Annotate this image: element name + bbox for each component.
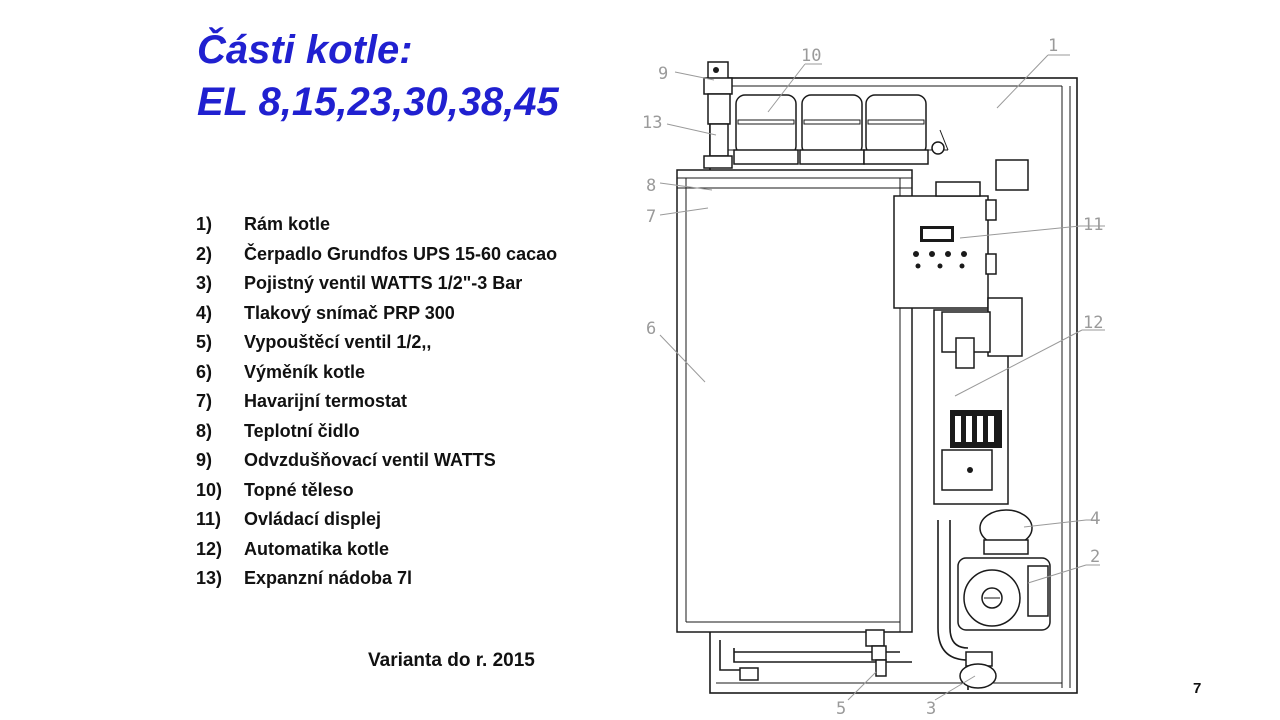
callout-3: 3 — [926, 699, 937, 719]
item-label: Automatika kotle — [244, 538, 390, 559]
control-display-panel — [894, 160, 1028, 308]
item-label: Odvzdušňovací ventil WATTS — [244, 450, 496, 470]
air-vent-valve — [704, 62, 732, 168]
safety-valve — [960, 652, 996, 688]
callout-2: 2 — [1090, 547, 1101, 567]
circulation-pump — [958, 558, 1050, 630]
callout-6: 6 — [646, 319, 657, 339]
item-number: 9) — [196, 450, 213, 470]
page-number: 7 — [1193, 680, 1202, 697]
drain-valve — [866, 630, 886, 676]
automatics-board — [934, 298, 1022, 504]
item-number: 8) — [196, 420, 213, 441]
item-number: 3) — [196, 273, 213, 293]
item-number: 12) — [196, 538, 223, 559]
item-number: 13) — [196, 568, 223, 588]
callout-11: 11 — [1083, 215, 1104, 235]
callout-7: 7 — [646, 207, 657, 227]
callout-10: 10 — [801, 46, 822, 66]
item-label: Teplotní čidlo — [244, 420, 360, 441]
callout-1: 1 — [1048, 36, 1059, 56]
item-label: Výměník kotle — [244, 361, 366, 382]
item-number: 5) — [196, 332, 213, 352]
callout-13: 13 — [642, 113, 663, 133]
callout-8: 8 — [646, 176, 657, 196]
item-label: Pojistný ventil WATTS 1/2"-3 Bar — [244, 273, 523, 293]
item-label: Topné těleso — [244, 479, 354, 500]
item-number: 6) — [196, 361, 213, 382]
variant-note: Varianta do r. 2015 — [368, 650, 535, 671]
item-number: 10) — [196, 479, 223, 500]
title-line-1: Části kotle: — [197, 28, 413, 72]
item-label: Ovládací displej — [244, 509, 382, 529]
callout-12: 12 — [1083, 313, 1104, 333]
item-number: 7) — [196, 391, 213, 411]
title-line-2: EL 8,15,23,30,38,45 — [197, 80, 559, 124]
item-label: Havarijní termostat — [244, 391, 408, 411]
heat-exchanger — [677, 170, 912, 632]
pressure-sensor — [980, 510, 1032, 554]
item-label: Rám kotle — [244, 214, 331, 234]
callout-4: 4 — [1090, 509, 1101, 529]
callout-9: 9 — [658, 64, 669, 84]
item-number: 2) — [196, 243, 213, 264]
item-label: Expanzní nádoba 7l — [244, 568, 413, 588]
item-number: 11) — [196, 509, 222, 529]
callout-5: 5 — [836, 699, 847, 719]
item-number: 4) — [196, 302, 213, 323]
item-label: Tlakový snímač PRP 300 — [244, 302, 455, 323]
item-label: Čerpadlo Grundfos UPS 15-60 cacao — [244, 243, 558, 264]
item-number: 1) — [196, 214, 213, 234]
item-label: Vypouštěcí ventil 1/2,, — [244, 332, 432, 352]
heating-element-group — [728, 95, 948, 164]
